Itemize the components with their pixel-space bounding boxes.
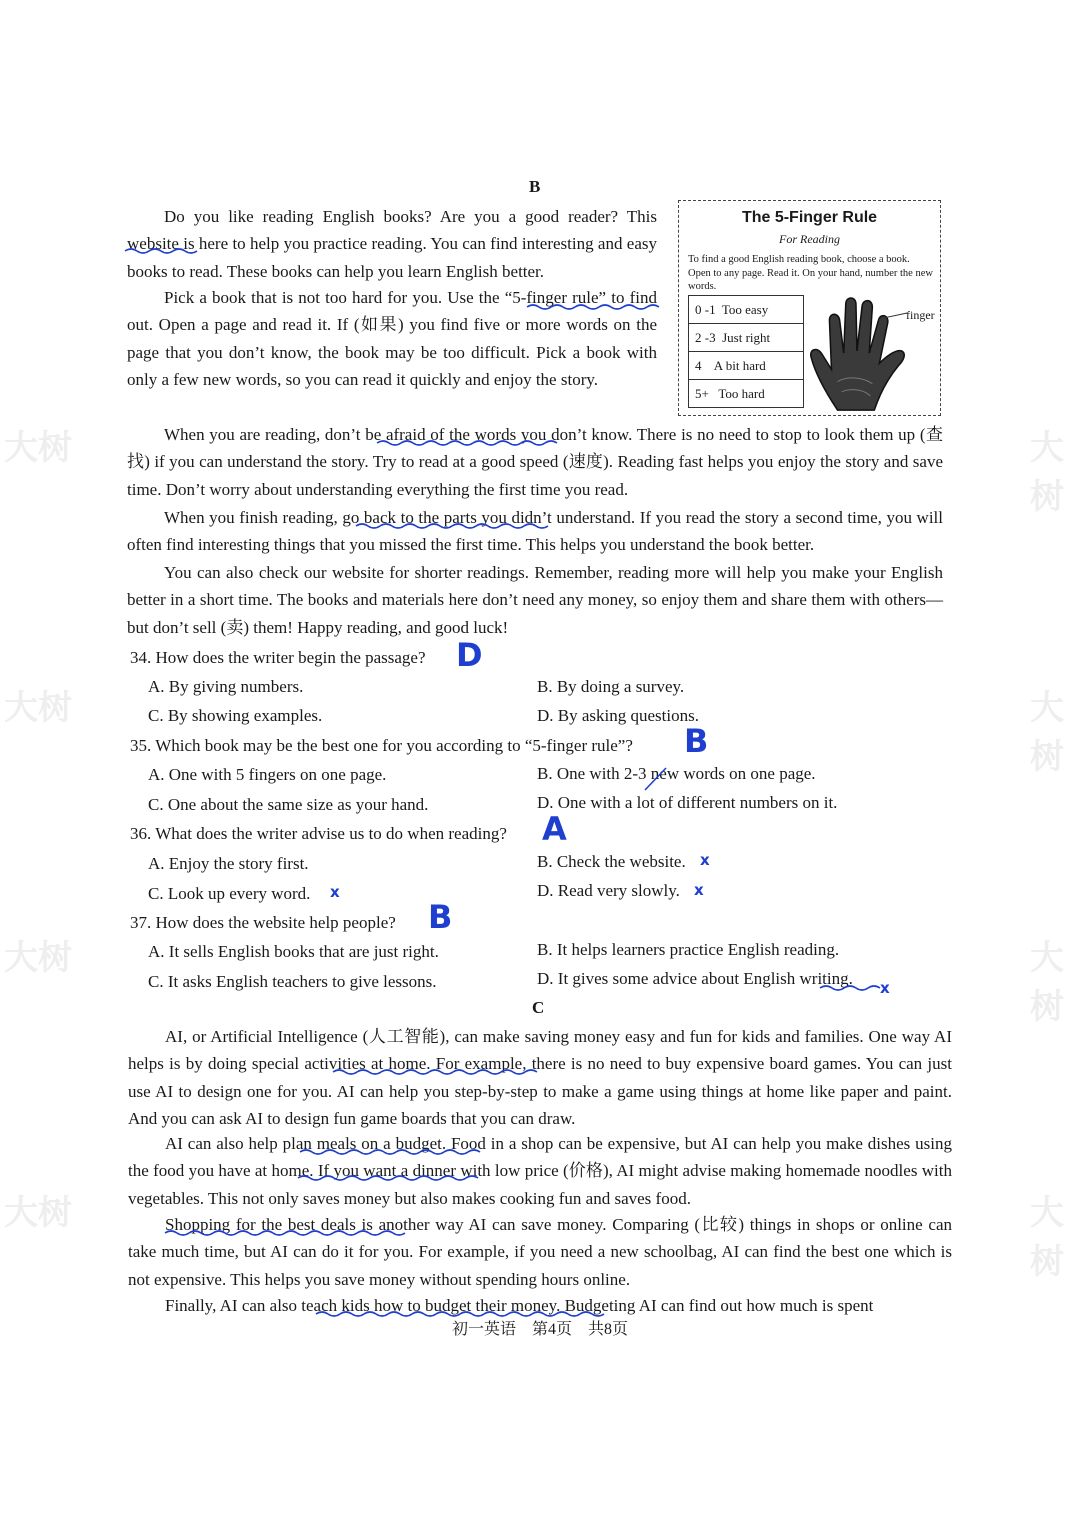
section-c-paragraph-1: AI, or Artificial Intelligence (人工智能), can make saving money easy and fun for kids and families. One way AI helps is by doing special activities at home. For example, there is no need to buy expensive board games. You can just use AI to design one for you. AI can help you step-by-step to make a game using things at home like paper and paint. And you can ask AI to design fun game boards that you can draw.: [128, 1027, 952, 1128]
watermark: 大树: [1030, 688, 1064, 777]
cross-mark: x: [694, 881, 704, 899]
section-b-paragraph-4: When you finish reading, go back to the parts you didn’t understand. If you read the story a second time, you will often find interesting things that you missed the first time. This helps you understand the book better.: [127, 508, 943, 555]
option: B. Check the website.: [537, 852, 686, 871]
cross-mark: x: [330, 883, 340, 901]
answer-35: B: [684, 722, 709, 760]
option: A. One with 5 fingers on one page.: [148, 765, 387, 784]
section-c-paragraph-3: Shopping for the best deals is another way AI can save money. Comparing (比较) things in shops or online can take much time, but AI can do it for you. For example, if you need a new schoolbag, AI can find the best one which is not expensive. This helps you save money without spending hours online.: [128, 1215, 952, 1289]
watermark: 大树: [1030, 1193, 1064, 1282]
option: B. One with 2-3 new words on one page.: [537, 764, 816, 783]
option: B. By doing a survey.: [537, 677, 685, 696]
watermark: 大树: [4, 1193, 72, 1233]
option: D. Read very slowly.: [537, 881, 680, 900]
question-37: 37. How does the website help people?: [130, 913, 396, 932]
figure-instructions: To find a good English reading book, choose a book. Open to any page. Read it. On your hand, number the new words.: [688, 254, 933, 292]
pen-underline: [820, 986, 880, 990]
option: C. By showing examples.: [148, 706, 323, 725]
figure-subtitle: For Reading: [779, 232, 840, 246]
option: A. Enjoy the story first.: [148, 854, 309, 873]
section-b-paragraph-1: Do you like reading English books? Are you a good reader? This website is here to help you practice reading. You can find interesting and easy books to read. These books can help you learn English better.: [127, 207, 657, 281]
pen-strike: [645, 768, 666, 790]
section-b-paragraph-3: When you are reading, don’t be afraid of the words you don’t know. There is no need to stop to look them up (查找) if you can understand the story. Try to read at a good speed (速度). Reading fast helps you enjoy the story and save time. Don’t worry about understanding everything the first time you read.: [127, 425, 943, 499]
section-c-title: C: [532, 998, 545, 1017]
question-36: 36. What does the writer advise us to do when reading?: [130, 824, 507, 843]
option: D. It gives some advice about English writing.: [537, 969, 853, 988]
answer-34: D: [456, 636, 483, 674]
watermark: 大树: [1030, 938, 1064, 1027]
section-b-paragraph-2: Pick a book that is not too hard for you. Use the “5-finger rule” to find out. Open a page and read it. If (如果) you find five or more words on the page that you don’t know, the book may be too difficult. Pick a book with only a few new words, so you can read it quickly and enjoy the story.: [127, 288, 657, 389]
page-footer: 初一英语 第4页 共8页: [451, 1321, 628, 1338]
option: C. One about the same size as your hand.: [148, 795, 429, 814]
rule-cell: 2 -3 Just right: [689, 324, 804, 352]
question-34: 34. How does the writer begin the passage?: [130, 648, 426, 667]
pen-underline: [527, 305, 659, 309]
option: B. It helps learners practice English reading.: [537, 940, 840, 959]
rule-cell: 0 -1 Too easy: [689, 296, 804, 324]
section-c-paragraph-2: AI can also help plan meals on a budget. Food in a shop can be expensive, but AI can help you make dishes using the food you have at home. If you want a dinner with low price (价格), AI might advise making homemade noodles with vegetables. This not only saves money but also makes cooking fun and saves food.: [128, 1134, 952, 1208]
question-35: 35. Which book may be the best one for you according to “5-finger rule”?: [130, 736, 633, 755]
pen-underline: [300, 1150, 480, 1154]
answer-37: B: [428, 898, 453, 936]
section-b-paragraph-5: You can also check our website for shorter readings. Remember, reading more will help you make your English better in a short time. The books and materials here don’t need any money, so enjoy them and share them with others—but don’t sell (卖) them! Happy reading, and good luck!: [127, 563, 943, 637]
cross-mark: x: [880, 979, 890, 997]
figure-title: The 5-Finger Rule: [741, 209, 878, 226]
answer-36: A: [542, 810, 567, 848]
finger-label: finger: [906, 308, 935, 322]
watermark: 大树: [4, 688, 72, 728]
pen-underline: [298, 1176, 478, 1180]
cross-mark: x: [700, 851, 710, 869]
rule-cell: 5+ Too hard: [689, 380, 804, 408]
option: D. One with a lot of different numbers on it.: [537, 793, 838, 812]
option: C. It asks English teachers to give lessons.: [148, 972, 437, 991]
pen-underline: [377, 441, 557, 445]
section-c-paragraph-4: Finally, AI can also teach kids how to budget their money. Budgeting AI can find out how much is spent: [165, 1296, 874, 1315]
watermark: 大树: [4, 428, 72, 468]
pen-underline: [125, 249, 197, 253]
option: A. By giving numbers.: [148, 677, 304, 696]
option: D. By asking questions.: [537, 706, 699, 725]
pen-underline: [333, 1070, 537, 1074]
option: A. It sells English books that are just right.: [148, 942, 439, 961]
pen-underline: [165, 1231, 405, 1235]
watermark: 大树: [1030, 428, 1064, 517]
option: C. Look up every word.: [148, 884, 311, 903]
watermark: 大树: [4, 938, 72, 978]
section-b-title: B: [529, 177, 541, 196]
pen-underline: [356, 524, 548, 528]
rule-cell: 4 A bit hard: [689, 352, 804, 380]
